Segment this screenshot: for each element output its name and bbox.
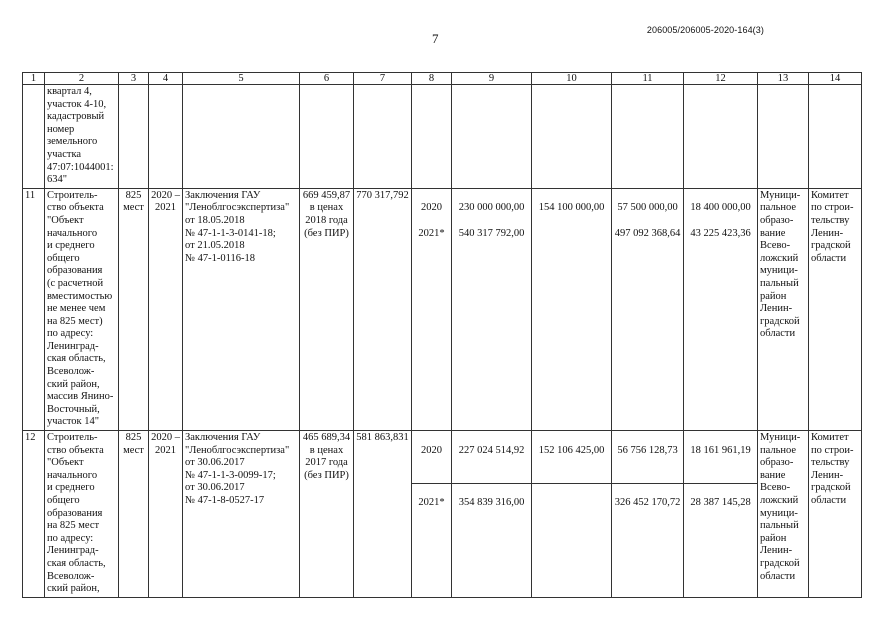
amount-value: 28 387 145,28: [690, 497, 751, 509]
column-header: 8: [412, 73, 452, 85]
table-cell: [758, 85, 809, 189]
column-header: 7: [354, 73, 412, 85]
document-number: 206005/206005-2020-164(3): [646, 25, 764, 35]
year-value: 2020: [412, 444, 451, 484]
row-number-cell: 11: [23, 188, 45, 430]
column-header: 6: [300, 73, 354, 85]
amount-cell: [452, 431, 532, 598]
period-cell: 2020 – 2021: [149, 188, 183, 430]
amount-cell: [612, 431, 684, 598]
table-cell: [809, 85, 862, 189]
object-description-cell: Строитель- ство объекта "Объект начального и среднего общего образования на 825 мест по адресу: Ленинград- ская область, Всеволож- ский район,: [45, 431, 119, 598]
period-cell: 2020 – 2021: [149, 431, 183, 598]
column-header: 13: [758, 73, 809, 85]
conclusion-cell: Заключения ГАУ "Леноблгосэкспертиза" от 18.05.2018 № 47-1-1-3-0141-18; от 21.05.2018 № 47-1-0116-18: [183, 188, 300, 430]
total-cost-cell: 770 317,792: [354, 188, 412, 430]
table-cell: [149, 85, 183, 189]
column-header: 2: [45, 73, 119, 85]
column-number-row: [23, 73, 862, 85]
amount-value: 326 452 170,72: [614, 497, 681, 509]
amount-value: 227 024 514,92: [452, 444, 531, 484]
amount-cell: [452, 188, 532, 430]
table-cell: [612, 85, 684, 189]
year-value: 2021*: [418, 227, 445, 239]
column-header: 1: [23, 73, 45, 85]
column-header: 4: [149, 73, 183, 85]
amount-cell: [532, 188, 612, 430]
page-number: 7: [432, 31, 439, 46]
municipality-cell: Муници- пальное образо- вание Всево- ложский муници- пальный район Ленин- градской области: [758, 431, 809, 598]
amount-value: 354 839 316,00: [458, 497, 525, 509]
column-header: 10: [532, 73, 612, 85]
row-number-cell: 12: [23, 431, 45, 598]
column-header: 3: [119, 73, 149, 85]
table-cell: [354, 85, 412, 189]
table-cell: [300, 85, 354, 189]
table-cell: [119, 85, 149, 189]
amount-value: 152 106 425,00: [532, 444, 611, 484]
amount-value: 154 100 000,00: [538, 202, 605, 214]
amount-value: 56 756 128,73: [612, 444, 683, 484]
amount-value: 18 161 961,19: [684, 444, 757, 484]
table-cell: [183, 85, 300, 189]
program-table: [22, 72, 862, 598]
estimated-cost-cell: 669 459,87 в ценах 2018 года (без ПИР): [300, 188, 354, 430]
responsible-cell: Комитет по строи- тельству Ленин- градской области: [809, 431, 862, 598]
year-cell: [412, 431, 452, 598]
table-cell: [532, 85, 612, 189]
column-header: 11: [612, 73, 684, 85]
amount-value: [532, 227, 611, 229]
amount-value: 57 500 000,00: [617, 202, 678, 214]
amount-value: [532, 496, 611, 498]
table-cell: [684, 85, 758, 189]
amount-value: 43 225 423,36: [690, 227, 751, 239]
table-row: [23, 85, 862, 189]
table-cell: [23, 85, 45, 189]
capacity-cell: 825 мест: [119, 431, 149, 598]
amount-cell: [684, 431, 758, 598]
amount-value: 540 317 792,00: [458, 227, 525, 239]
responsible-cell: Комитет по строи- тельству Ленин- градской области: [809, 188, 862, 430]
table-cell: [452, 85, 532, 189]
amount-cell: [532, 431, 612, 598]
amount-cell: [612, 188, 684, 430]
estimated-cost-cell: 465 689,34 в ценах 2017 года (без ПИР): [300, 431, 354, 598]
object-description-cell: Строитель- ство объекта "Объект начального и среднего общего образования (с расчетной вместимостью не менее чем на 825 мест) по адресу: Ленинград- ская область, Всеволож- ский район, массив Янино-Восточный, участок 14": [45, 188, 119, 430]
municipality-cell: Муници- пальное образо- вание Всево- ложский муници- пальный район Ленин- градской области: [758, 188, 809, 430]
year-value: 2021*: [418, 497, 445, 509]
year-cell: [412, 188, 452, 430]
amount-value: 18 400 000,00: [690, 202, 751, 214]
column-header: 12: [684, 73, 758, 85]
column-header: 5: [183, 73, 300, 85]
table-cell: [412, 85, 452, 189]
amount-value: 230 000 000,00: [458, 202, 525, 214]
object-description-cell: квартал 4, участок 4-10, кадастровый номер земельного участка 47:07:1044001: 634": [45, 85, 119, 189]
table-row: [23, 188, 862, 430]
column-header: 9: [452, 73, 532, 85]
conclusion-cell: Заключения ГАУ "Леноблгосэкспертиза" от 30.06.2017 № 47-1-1-3-0099-17; от 30.06.2017 № 47-1-8-0527-17: [183, 431, 300, 598]
capacity-cell: 825 мест: [119, 188, 149, 430]
amount-cell: [684, 188, 758, 430]
column-header: 14: [809, 73, 862, 85]
total-cost-cell: 581 863,831: [354, 431, 412, 598]
table-row: [23, 431, 862, 598]
amount-value: 497 092 368,64: [614, 227, 681, 239]
year-value: 2020: [421, 202, 442, 214]
